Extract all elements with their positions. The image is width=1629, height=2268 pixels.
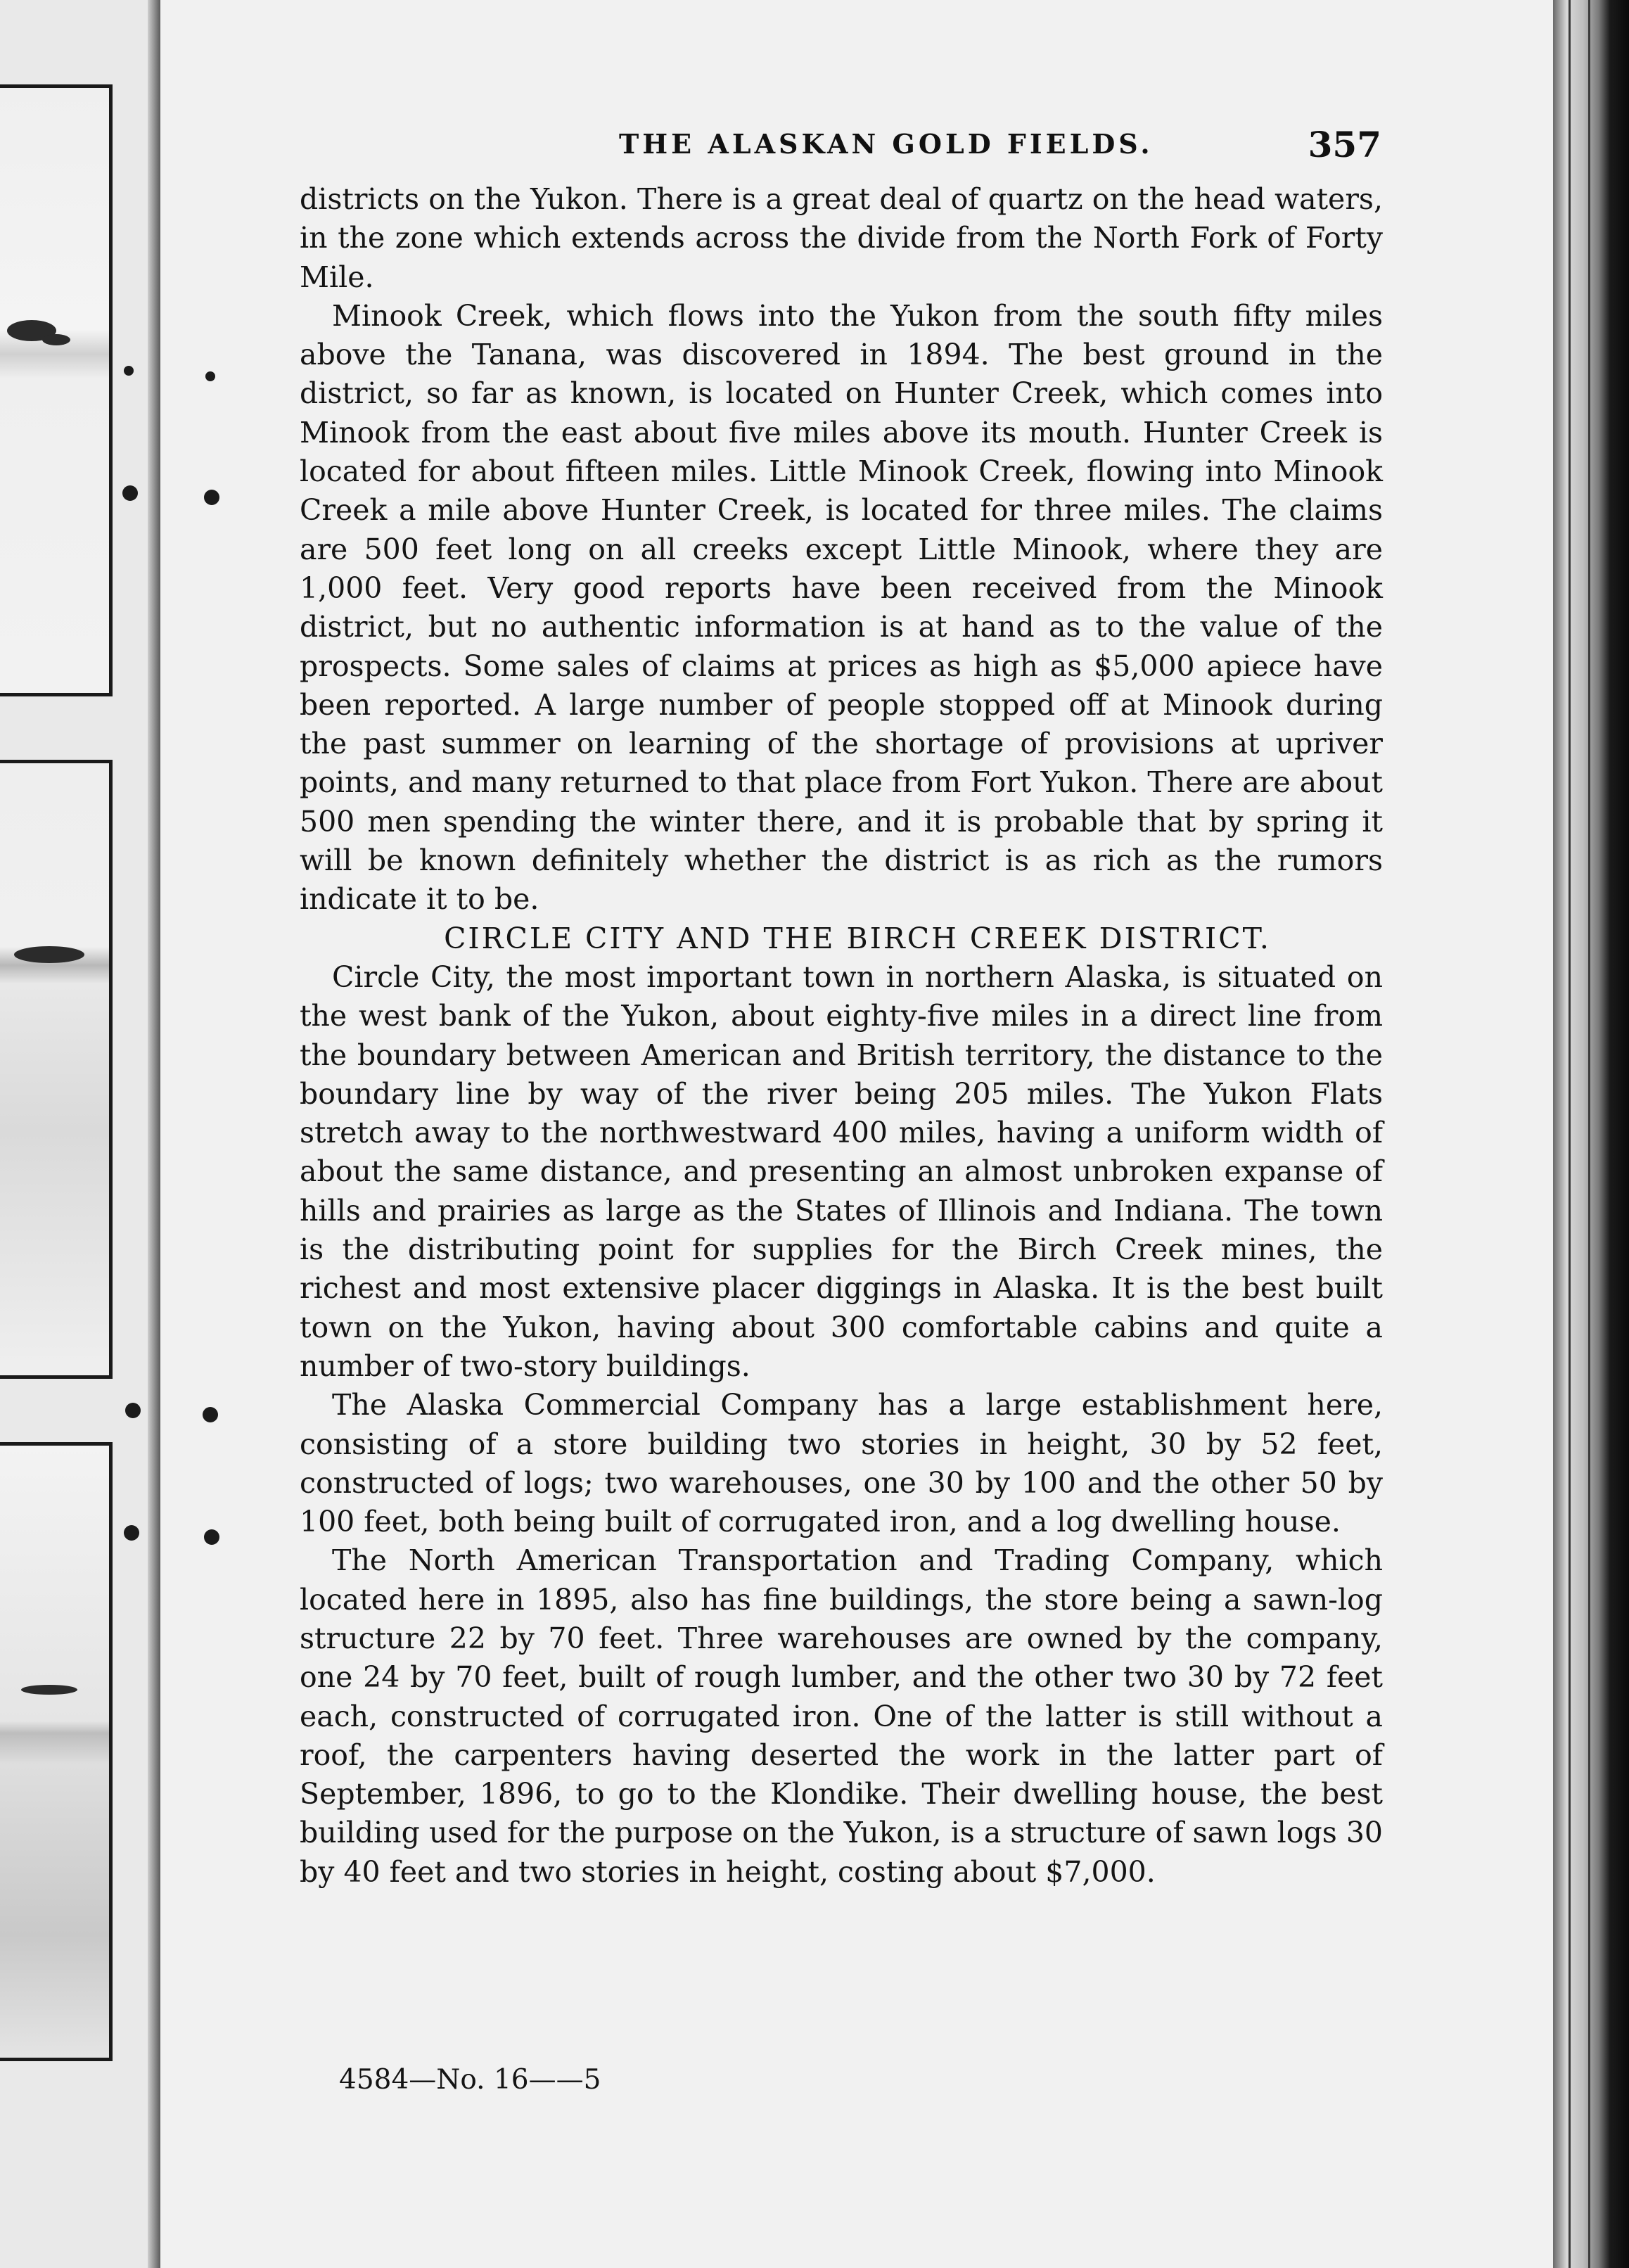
facing-page-edge (0, 0, 160, 2268)
binding-mark (125, 1403, 141, 1418)
binding-mark (205, 371, 215, 381)
binding-mark (204, 490, 219, 505)
plate-detail (21, 1685, 77, 1695)
paragraph-circle-city: Circle City, the most important town in northern Alaska, is situated on the west bank of the Yukon, about eighty-five miles in a direct line from the boundary between American and British territory, the distance to the boundary line by way of the river being 205 miles. The Yukon Flats stretch away to the northwestward 400 miles, having a uniform width of about the same distance, and presenting an almost unbroken expanse of hills and prairies as large as the States of Illinois and Indiana. The town is the distributing point for supplies for the Birch Creek mines, the richest and most extensive placer diggings in Alaska. It is the best built town on the Yukon, having about 300 comfortable cabins and quite a number of two-story buildings. (300, 960, 1383, 1383)
page-header (619, 124, 1393, 163)
binding-mark (204, 1529, 219, 1545)
edge-line (1588, 0, 1590, 2268)
page-gutter (148, 0, 160, 2268)
edge-line (1569, 0, 1571, 2268)
paragraph-alaska-commercial-company: The Alaska Commercial Company has a large establishment here, consisting of a store building two stories in height, 30 by 52 feet, constructed of logs; two warehouses, one 30 by 100 and the other 50 by 100 feet, both being built of corrugated iron, and a log dwelling house. (300, 1388, 1383, 1539)
binding-mark (122, 485, 138, 501)
plate-detail (14, 946, 84, 963)
paragraph-minook-creek: Minook Creek, which flows into the Yukon from the south fifty miles above the Tanana, was discovered in 1894. The best ground in the district, so far as known, is located on Hunter Creek, which comes into Minook from the east about five miles above its mouth. Hunter Creek is located for about fifteen miles. Little Minook Creek, flowing into Minook Creek a mile above Hunter Creek, is located for three miles. The claims are 500 feet long on all creeks except Little Minook, where they are 1,000 feet. Very good reports have been received from the Minook district, but no authentic information is at hand as to the value of the prospects. Some sales of claims at prices as high as $5,000 apiece have been reported. A large number of people stopped off at Minook during the past summer on learning of the shortage of provisions at upriver points, and many returned to that place from Fort Yukon. There are about 500 men spending the winter there, and it is probable that by spring it will be known definitely whether the district is as rich as the rumors indicate it to be. (300, 298, 1383, 917)
page-right-edge (1553, 0, 1629, 2268)
section-heading: CIRCLE CITY AND THE BIRCH CREEK DISTRICT. (444, 921, 1271, 955)
illustration-plate (0, 1442, 113, 2061)
binding-mark (203, 1407, 218, 1422)
illustration-plate (0, 84, 113, 696)
book-page (160, 0, 1553, 2268)
illustration-plate (0, 760, 113, 1379)
paragraph-continuation: districts on the Yukon. There is a great deal of quartz on the head waters, in the zone which extends across the divide from the North Fork of Forty Mile. (300, 182, 1383, 294)
plate-detail (42, 334, 70, 345)
binding-mark (124, 366, 134, 376)
paragraph-north-american-company: The North American Transportation and Trading Company, which located here in 1895, also has fine buildings, the store being a sawn-log structure 22 by 70 feet. Three warehouses are owned by the company, one 24 by 70 feet, built of rough lumber, and the other two 30 by 72 feet each, constructed of corrugated iron. One of the latter is still without a roof, the carpenters having deserted the work in the latter part of September, 1896, to go to the Klondike. Their dwelling house, the best building used for the purpose on the Yukon, is a structure of sawn logs 30 by 40 feet and two stories in height, costing about $7,000. (300, 1543, 1383, 1889)
page-body (300, 180, 1383, 1892)
signature-mark: 4584—No. 16——5 (339, 2064, 601, 2096)
page-number: 357 (1308, 124, 1381, 165)
binding-mark (124, 1525, 139, 1541)
running-head: THE ALASKAN GOLD FIELDS. (619, 128, 1154, 160)
